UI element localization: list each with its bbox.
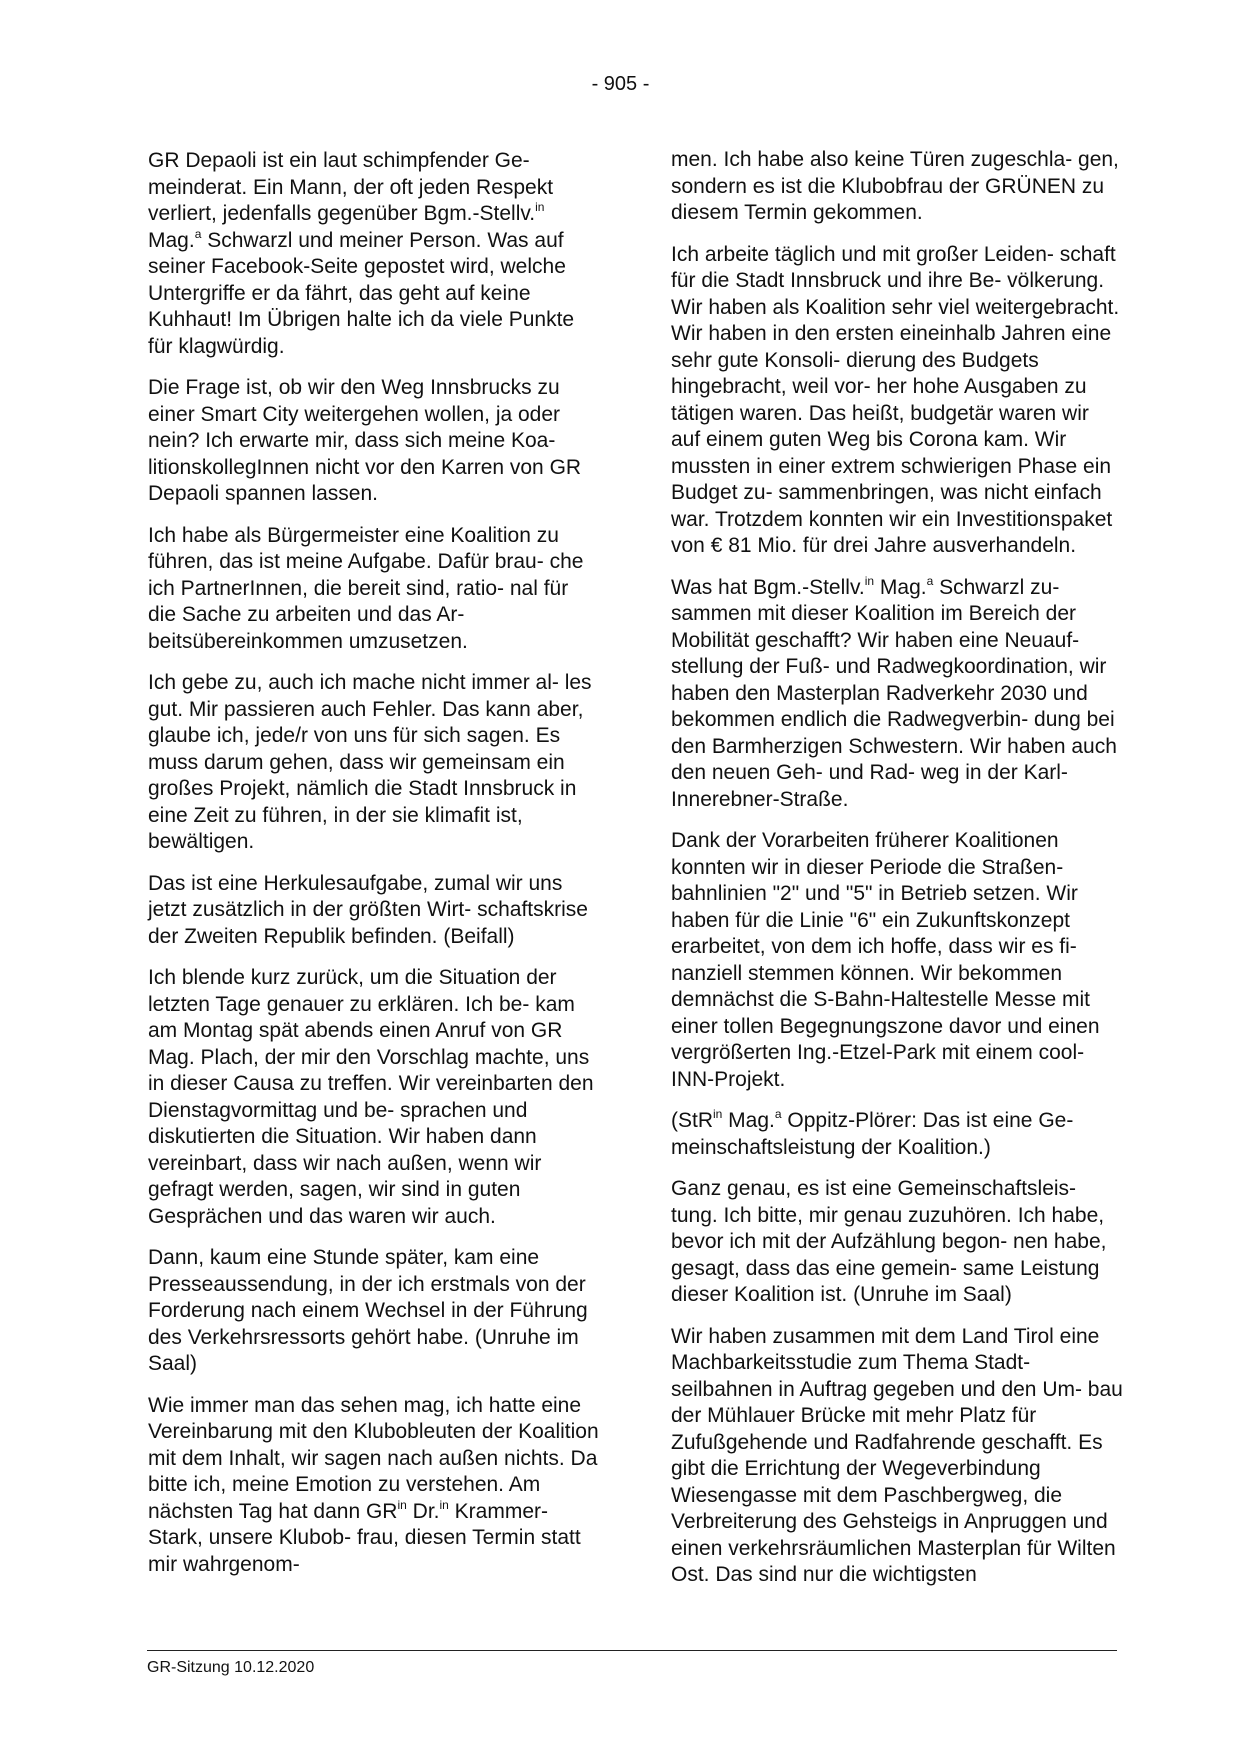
paragraph: Was hat Bgm.-Stellv.$^{in}$ Mag.$^a$ Schwarzl zu- sammen mit dieser Koalition im Bereich der Mobilität geschafft? Wir haben eine Neuauf- stellung der Fuß- und Radwegkoordination, wir haben den Masterplan Radverkehr 2030 und bekommen endlich die Radwegverbin- dung bei den Barmherzigen Schwestern. Wir haben auch den neuen Geh- und Rad- weg in der Karl-Innerebner-Straße.	[671, 573, 1117, 811]
paragraph: Das ist eine Herkulesaufgabe, zumal wir uns jetzt zusätzlich in der größten Wirt- schaftskrise der Zweiten Republik befinden. (Beifall)	[148, 871, 588, 948]
page-number: - 905 -	[591, 73, 650, 95]
left-column	[148, 148, 600, 1593]
paragraph: GR Depaoli ist ein laut schimpfender Ge- meinderat. Ein Mann, der oft jeden Respekt verliert, jedenfalls gegenüber Bgm.-Stellv.$^{in}$ Mag.$^a$ Schwarzl und meiner Person. Was auf seiner Facebook-Seite gepostet wird, welche Untergriffe er da fährt, das geht auf keine Kuhhaut! Im Übrigen halte ich da viele Punkte für klagwürdig.	[148, 149, 575, 358]
paragraph: Ich habe als Bürgermeister eine Koalition zu führen, das ist meine Aufgabe. Dafür brau- che ich PartnerInnen, die bereit sind, ratio- nal für die Sache zu arbeiten und das Ar- beitsübereinkommen umzusetzen.	[148, 523, 584, 653]
paragraph: Ich arbeite täglich und mit großer Leiden- schaft für die Stadt Innsbruck und ihre Be- völkerung. Wir haben als Koalition sehr viel weitergebracht. Wir haben in den ersten eineinhalb Jahren eine sehr gute Konsoli- dierung des Budgets hingebracht, weil vor- her hohe Ausgaben zu tätigen waren. Das heißt, budgetär waren wir auf einem guten Weg bis Corona kam. Wir mussten in einer extrem schwierigen Phase ein Budget zu- sammenbringen, was nicht einfach war. Trotzdem konnten wir ein Investitionspaket von € 81 Mio. für drei Jahre ausverhandeln.	[671, 242, 1120, 557]
paragraph: men. Ich habe also keine Türen zugeschla- gen, sondern es ist die Klubobfrau der GRÜNEN zu diesem Termin gekommen.	[671, 148, 1119, 224]
paragraph: Wie immer man das sehen mag, ich hatte eine Vereinbarung mit den Klubobleuten der Koalition mit dem Inhalt, wir sagen nach außen nichts. Da bitte ich, meine Emotion zu verstehen. Am nächsten Tag hat dann $GR^{in}$ Dr.$^{in}$ Krammer-Stark, unsere Klubob- frau, diesen Termin statt mir wahrgenom-	[148, 1393, 599, 1576]
paragraph: Wir haben zusammen mit dem Land Tirol eine Machbarkeitsstudie zum Thema Stadt- seilbahnen in Auftrag gegeben und den Um- bau der Mühlauer Brücke mit mehr Platz für Zufußgehende und Radfahrende geschafft. Es gibt die Errichtung der Wegeverbindung Wiesengasse mit dem Paschbergweg, die Verbreiterung des Gehsteigs in Anpruggen und einen verkehrsräumlichen Masterplan für Wilten Ost. Das sind nur die wichtigsten	[671, 1324, 1123, 1586]
footer-text: GR-Sitzung 10.12.2020	[147, 1659, 315, 1676]
paragraph: Ich gebe zu, auch ich mache nicht immer al- les gut. Mir passieren auch Fehler. Das kann aber, glaube ich, jede/r von uns für sich sagen. Es muss darum gehen, dass wir gemeinsam ein großes Projekt, nämlich die Stadt Innsbruck in eine Zeit zu führen, in der sie klimafit ist, bewältigen.	[148, 671, 592, 853]
paragraph: (StR$^{in}$ Mag.$^a$ Oppitz-Plörer: Das ist eine Ge- meinschaftsleistung der Koalition.)	[671, 1107, 1074, 1159]
paragraph: Die Frage ist, ob wir den Weg Innsbrucks zu einer Smart City weitergehen wollen, ja oder nein? Ich erwarte mir, dass sich meine Koa- litionskollegInnen nicht vor den Karren von GR Depaoli spannen lassen.	[148, 376, 582, 505]
paragraph: Ganz genau, es ist eine Gemeinschaftsleis- tung. Ich bitte, mir genau zuzuhören. Ich habe, bevor ich mit der Aufzählung begon- nen habe, gesagt, dass das eine gemein- same Leistung dieser Koalition ist. (Unruhe im Saal)	[671, 1177, 1107, 1306]
paragraph: Ich blende kurz zurück, um die Situation der letzten Tage genauer zu erklären. Ich be- kam am Montag spät abends einen Anruf von GR Mag. Plach, der mir den Vorschlag machte, uns in dieser Causa zu treffen. Wir vereinbarten den Dienstagvormittag und be- sprachen und diskutierten die Situation. Wir haben dann vereinbart, dass wir nach außen, wenn wir gefragt werden, sagen, wir sind in guten Gesprächen und das waren wir auch.	[148, 966, 594, 1228]
right-column	[671, 148, 1123, 1604]
footer-divider	[147, 1650, 1117, 1651]
paragraph: Dann, kaum eine Stunde später, kam eine Presseaussendung, in der ich erstmals von der Forderung nach einem Wechsel in der Führung des Verkehrsressorts gehört habe. (Unruhe im Saal)	[148, 1246, 588, 1375]
paragraph: Dank der Vorarbeiten früherer Koalitionen konnten wir in dieser Periode die Straßen- bahnlinien "2" und "5" in Betrieb setzen. Wir haben für die Linie "6" ein Zukunftskonzept erarbeitet, von dem ich hoffe, dass wir es fi- nanziell stemmen können. Wir bekommen demnächst die S-Bahn-Haltestelle Messe mit einer tollen Begegnungszone davor und einen vergrößerten Ing.-Etzel-Park mit einem cool-INN-Projekt.	[671, 829, 1100, 1091]
